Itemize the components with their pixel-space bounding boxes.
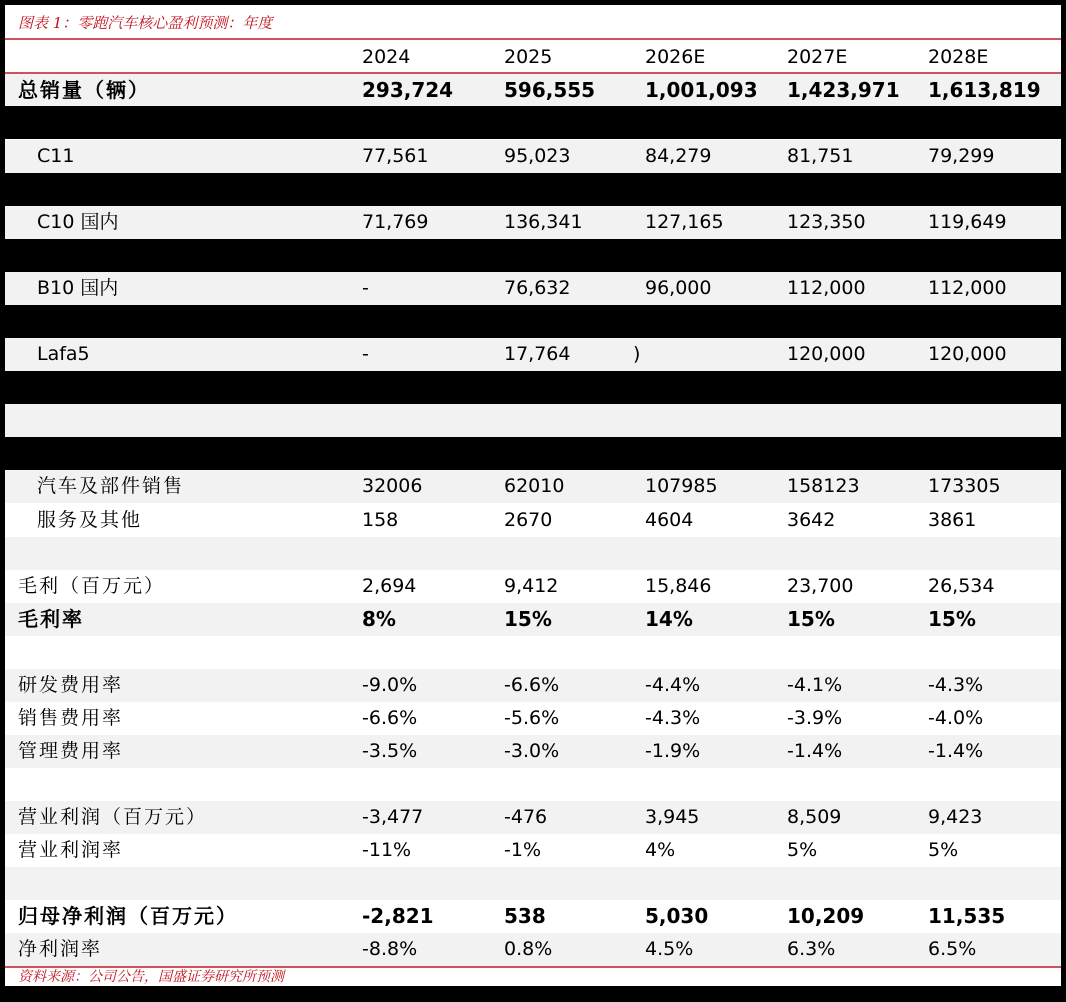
table-row-total-sales <box>5 74 1061 107</box>
redacted-row <box>5 239 1061 272</box>
cell-2026e: -4.3% <box>645 707 701 729</box>
empty-row <box>5 867 1061 900</box>
redacted-row <box>5 371 1061 404</box>
cell-2024: 2,694 <box>362 575 417 597</box>
row-label: 净利润率 <box>18 938 103 960</box>
cell-2028e: 1,613,819 <box>928 78 1041 102</box>
cell-2024: -8.8% <box>362 938 418 960</box>
cell-2028e: 11,535 <box>928 904 1006 928</box>
table-row-operating-margin <box>5 834 1061 867</box>
cell-2025: 17,764 <box>504 343 571 365</box>
cell-2025: -1% <box>504 839 541 861</box>
forecast-table-document <box>5 5 1061 986</box>
cell-2027e: 112,000 <box>787 277 866 299</box>
cell-2028e: 6.5% <box>928 938 977 960</box>
table-title: 图表 1：零跑汽车核心盈利预测：年度 <box>18 14 273 32</box>
column-header-2024: 2024 <box>362 46 411 68</box>
cell-2025: -476 <box>504 806 548 828</box>
row-label: 研发费用率 <box>18 674 124 696</box>
cell-2024: 32006 <box>362 475 423 497</box>
cell-2024: 158 <box>362 509 399 531</box>
cell-2027e: 23,700 <box>787 575 854 597</box>
empty-row <box>5 404 1061 437</box>
cell-2025: 95,023 <box>504 145 571 167</box>
cell-2028e: 5% <box>928 839 959 861</box>
table-row-net-profit <box>5 900 1061 933</box>
cell-2026e: 1,001,093 <box>645 78 758 102</box>
cell-2027e: 1,423,971 <box>787 78 900 102</box>
table-row-model-b10 <box>5 272 1061 305</box>
table-row-selling-expense-ratio <box>5 702 1061 735</box>
table-row-model-lafa5 <box>5 338 1061 371</box>
cell-2025: 2670 <box>504 509 553 531</box>
cell-2025: 62010 <box>504 475 565 497</box>
cell-2027e: 3642 <box>787 509 836 531</box>
cell-2026e: 4604 <box>645 509 694 531</box>
table-row-gross-profit <box>5 570 1061 603</box>
cell-2024: -3,477 <box>362 806 424 828</box>
redacted-row <box>5 106 1061 139</box>
row-label: 汽车及部件销售 <box>37 475 185 497</box>
cell-2026e: -4.4% <box>645 674 701 696</box>
cell-2026e: 107985 <box>645 475 718 497</box>
cell-2025: -5.6% <box>504 707 560 729</box>
cell-2027e: 5% <box>787 839 818 861</box>
header-row <box>5 41 1061 74</box>
cell-2024: -9.0% <box>362 674 418 696</box>
table-row-admin-expense-ratio <box>5 735 1061 768</box>
cell-2024: -6.6% <box>362 707 418 729</box>
cell-2027e: 123,350 <box>787 211 866 233</box>
cell-2024: -2,821 <box>362 904 434 928</box>
row-label: B10 国内 <box>37 277 119 299</box>
cell-2026e: 127,165 <box>645 211 724 233</box>
cell-2027e: 10,209 <box>787 904 865 928</box>
cell-2024: - <box>362 343 369 365</box>
table-row-services-other <box>5 504 1061 537</box>
cell-2026e: -1.9% <box>645 740 701 762</box>
table-row-operating-profit <box>5 801 1061 834</box>
cell-2025: 136,341 <box>504 211 583 233</box>
cell-2026e: 14% <box>645 607 693 631</box>
cell-2026e: 5,030 <box>645 904 709 928</box>
cell-2027e: 120,000 <box>787 343 866 365</box>
cell-2027e: -1.4% <box>787 740 843 762</box>
cell-2028e: 173305 <box>928 475 1001 497</box>
cell-2028e: -4.3% <box>928 674 984 696</box>
row-label: C10 国内 <box>37 211 119 233</box>
empty-row <box>5 537 1061 570</box>
cell-2025: 76,632 <box>504 277 571 299</box>
cell-2026e-clipped: ) <box>633 343 641 365</box>
row-label: C11 <box>37 145 75 167</box>
row-label: 营业利润（百万元） <box>18 806 208 828</box>
table-row-gross-margin <box>5 603 1061 636</box>
cell-2025: 538 <box>504 904 546 928</box>
cell-2024: 77,561 <box>362 145 429 167</box>
cell-2027e: -4.1% <box>787 674 843 696</box>
cell-2025: 9,412 <box>504 575 559 597</box>
redacted-row <box>5 173 1061 206</box>
empty-row <box>5 636 1061 669</box>
cell-2024: 8% <box>362 607 396 631</box>
cell-2026e: 4.5% <box>645 938 694 960</box>
cell-2026e: 15,846 <box>645 575 712 597</box>
source-note: 资料来源：公司公告，国盛证券研究所预测 <box>18 969 284 985</box>
title-divider <box>5 38 1061 40</box>
cell-2024: 293,724 <box>362 78 454 102</box>
cell-2026e: 84,279 <box>645 145 712 167</box>
table-row-auto-parts-sales <box>5 470 1061 503</box>
row-label: 销售费用率 <box>18 707 124 729</box>
cell-2028e: 15% <box>928 607 976 631</box>
column-header-2025: 2025 <box>504 46 553 68</box>
cell-2028e: 9,423 <box>928 806 983 828</box>
cell-2027e: 15% <box>787 607 835 631</box>
empty-row <box>5 768 1061 801</box>
row-label: 毛利（百万元） <box>18 575 166 597</box>
table-row-net-margin <box>5 933 1061 966</box>
cell-2025: -3.0% <box>504 740 560 762</box>
row-label: Lafa5 <box>37 343 90 365</box>
cell-2024: -11% <box>362 839 412 861</box>
cell-2027e: 8,509 <box>787 806 842 828</box>
table-row-model-c10 <box>5 206 1061 239</box>
cell-2028e: -1.4% <box>928 740 984 762</box>
cell-2024: - <box>362 277 369 299</box>
cell-2028e: -4.0% <box>928 707 984 729</box>
row-label: 营业利润率 <box>18 839 124 861</box>
cell-2024: -3.5% <box>362 740 418 762</box>
row-label: 归母净利润（百万元） <box>18 904 238 928</box>
cell-2025: 0.8% <box>504 938 553 960</box>
table-row-rd-expense-ratio <box>5 669 1061 702</box>
cell-2027e: 6.3% <box>787 938 836 960</box>
cell-2025: 596,555 <box>504 78 596 102</box>
row-label: 毛利率 <box>18 607 84 631</box>
cell-2025: -6.6% <box>504 674 560 696</box>
cell-2027e: 81,751 <box>787 145 854 167</box>
column-header-2028e: 2028E <box>928 46 989 68</box>
table-row-model-c11 <box>5 140 1061 173</box>
cell-2027e: 158123 <box>787 475 860 497</box>
cell-2028e: 79,299 <box>928 145 995 167</box>
column-header-2027e: 2027E <box>787 46 848 68</box>
cell-2026e: 4% <box>645 839 676 861</box>
cell-2027e: -3.9% <box>787 707 843 729</box>
row-label: 服务及其他 <box>37 509 143 531</box>
cell-2028e: 112,000 <box>928 277 1007 299</box>
cell-2028e: 119,649 <box>928 211 1007 233</box>
redacted-row <box>5 437 1061 470</box>
column-header-2026e: 2026E <box>645 46 706 68</box>
cell-2028e: 120,000 <box>928 343 1007 365</box>
redacted-row <box>5 305 1061 338</box>
cell-2026e: 96,000 <box>645 277 712 299</box>
row-label: 管理费用率 <box>18 740 124 762</box>
cell-2024: 71,769 <box>362 211 429 233</box>
cell-2025: 15% <box>504 607 552 631</box>
cell-2028e: 26,534 <box>928 575 995 597</box>
row-label: 总销量（辆） <box>18 78 150 102</box>
cell-2028e: 3861 <box>928 509 977 531</box>
cell-2026e: 3,945 <box>645 806 700 828</box>
